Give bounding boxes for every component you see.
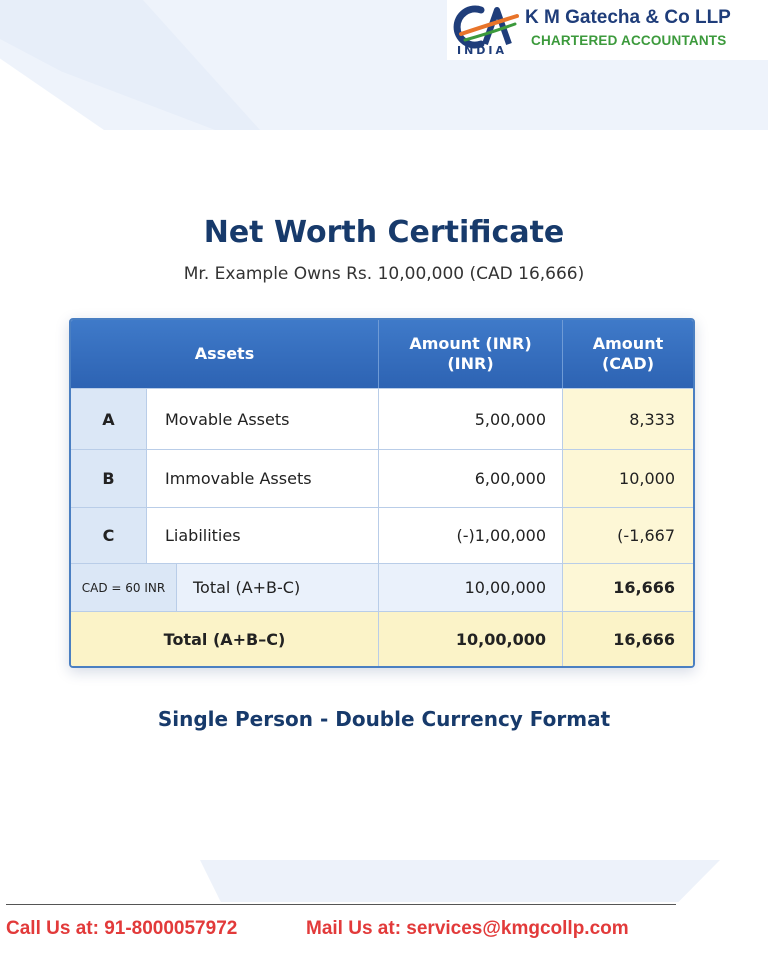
format-caption: Single Person - Double Currency Format [157,707,611,731]
row-label: Liabilities [165,526,241,545]
subtotal-label: Total (A+B-C) [177,564,378,611]
header-amount-cad-text: Amount (CAD) [592,334,664,373]
row-code: C [71,508,147,563]
firm-subtitle: CHARTERED ACCOUNTANTS [531,33,727,48]
footer-divider [6,904,676,905]
subtotal-row [71,563,693,611]
table-row [71,449,693,507]
row-code: B [71,450,147,507]
row-amount-cad: (-1,667 [562,508,693,563]
table-header [71,320,693,388]
row-label: Immovable Assets [165,469,312,488]
row-code: A [71,389,147,449]
background-shape-bottom [200,860,720,902]
header-amount-cad [562,320,693,388]
page-title: Net Worth Certificate [203,215,565,250]
firm-name: K M Gatecha & Co LLP [525,7,731,28]
total-amount-inr: 10,00,000 [378,612,562,666]
header-amount-inr [378,320,562,388]
total-row [71,611,693,666]
header-amount-inr-text: Amount (INR) (INR) [409,334,532,373]
row-amount-cad: 10,000 [562,450,693,507]
net-worth-table [69,318,695,668]
table-row [71,507,693,563]
row-amount-inr: (-)1,00,000 [378,508,562,563]
subtotal-amount-cad: 16,666 [562,564,693,611]
subtotal-amount-inr: 10,00,000 [378,564,562,611]
row-label: Movable Assets [165,409,290,429]
firm-brand [447,0,768,60]
page-subtitle: Mr. Example Owns Rs. 10,00,000 (CAD 16,666) [183,264,585,284]
logo-country-text: INDIA [457,44,508,57]
row-amount-inr: 5,00,000 [378,389,562,449]
table-row [71,388,693,449]
total-amount-cad: 16,666 [562,612,693,666]
exchange-rate-note: CAD = 60 INR [71,564,177,611]
row-amount-cad: 8,333 [562,389,693,449]
total-label: Total (A+B–C) [163,629,286,649]
mail-us-text: Mail Us at: services@kmgcollp.com [306,918,629,939]
header-assets: Assets [194,344,255,363]
call-us-text: Call Us at: 91-8000057972 [6,918,238,939]
row-amount-inr: 6,00,000 [378,450,562,507]
